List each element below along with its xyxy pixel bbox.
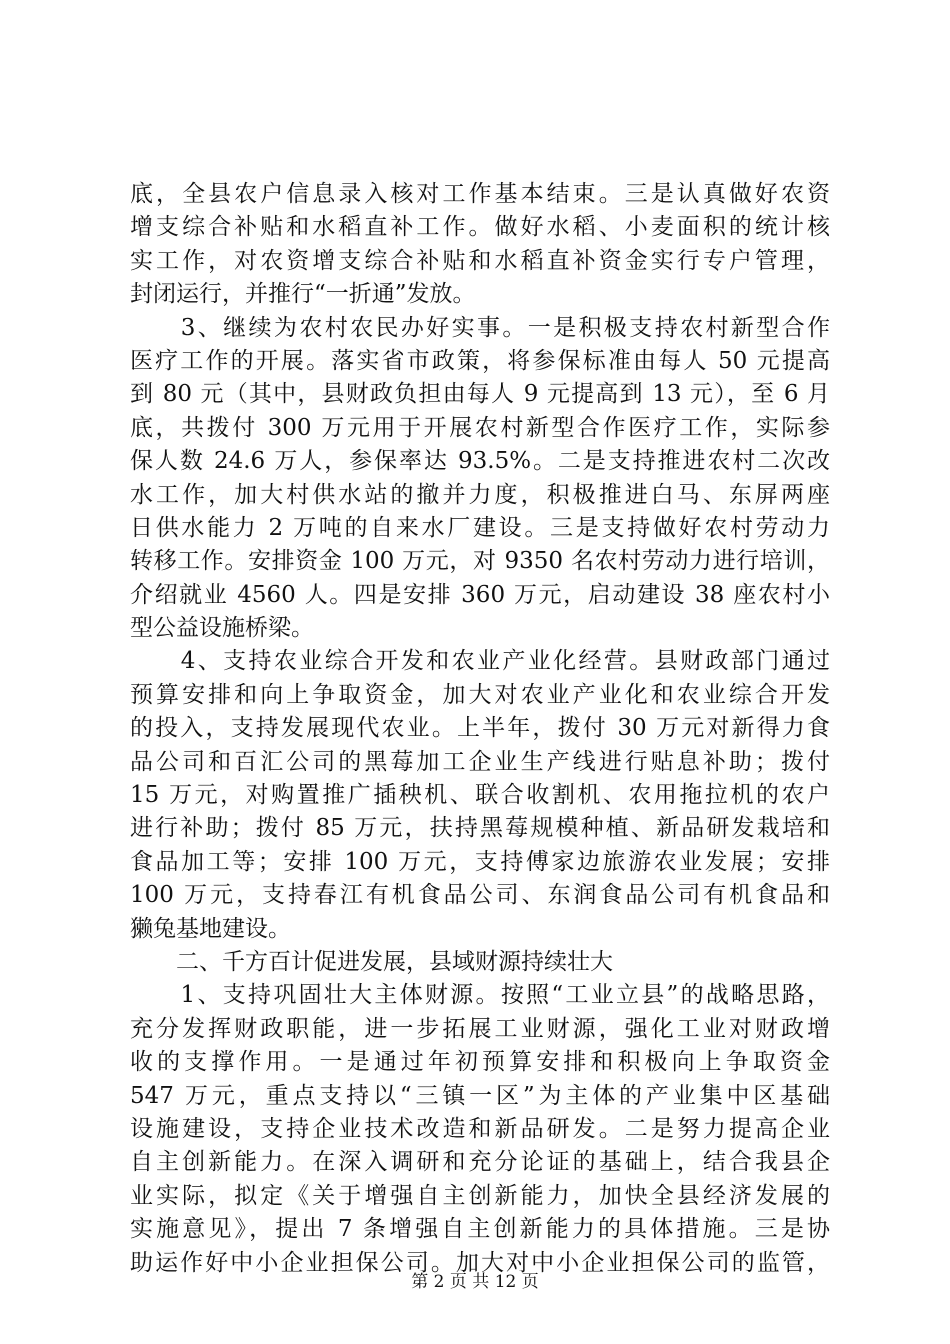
text-line: 介绍就业 4560 人。四是安排 360 万元，启动建设 38 座农村小	[130, 581, 830, 608]
text-line: 品公司和百汇公司的黑莓加工企业生产线进行贴息补助；拨付	[130, 748, 830, 775]
text-line: 547 万元，重点支持以“三镇一区”为主体的产业集中区基础	[130, 1082, 830, 1109]
text-line: 食品加工等；安排 100 万元，支持傅家边旅游农业发展；安排	[130, 848, 830, 875]
text-line: 1、支持巩固壮大主体财源。按照“工业立县”的战略思路，	[130, 982, 830, 1009]
text-line: 4、支持农业综合开发和农业产业化经营。县财政部门通过	[130, 648, 830, 675]
text-line: 二、千方百计促进发展，县域财源持续壮大	[130, 948, 613, 975]
text-line: 实工作，对农资增支综合补贴和水稻直补资金实行专户管理，	[130, 247, 830, 274]
text-line: 业实际，拟定《关于增强自主创新能力，加快全县经济发展的	[130, 1182, 830, 1209]
text-line: 獭兔基地建设。	[130, 915, 291, 942]
text-line: 设施建设，支持企业技术改造和新品研发。二是努力提高企业	[130, 1115, 830, 1142]
text-line: 100 万元，支持春江有机食品公司、东润食品公司有机食品和	[130, 882, 830, 909]
text-line: 日供水能力 2 万吨的自来水厂建设。三是支持做好农村劳动力	[130, 514, 830, 541]
text-line: 实施意见》，提出 7 条增强自主创新能力的具体措施。三是协	[130, 1216, 830, 1243]
text-line: 的投入，支持发展现代农业。上半年，拨付 30 万元对新得力食	[130, 715, 830, 742]
text-line: 型公益设施桥梁。	[130, 615, 314, 642]
document-body	[130, 178, 830, 1280]
text-line: 底，共拨付 300 万元用于开展农村新型合作医疗工作，实际参	[130, 414, 830, 441]
text-line: 预算安排和向上争取资金，加大对农业产业化和农业综合开发	[130, 681, 830, 708]
text-line: 收的支撑作用。一是通过年初预算安排和积极向上争取资金	[130, 1049, 830, 1076]
text-line: 封闭运行，并推行“一折通”发放。	[130, 281, 476, 308]
text-line: 保人数 24.6 万人，参保率达 93.5%。二是支持推进农村二次改	[130, 448, 830, 475]
page-footer: 第 2 页 共 12 页	[411, 1272, 539, 1292]
text-line: 自主创新能力。在深入调研和充分论证的基础上，结合我县企	[130, 1149, 830, 1176]
text-line: 助运作好中小企业担保公司。加大对中小企业担保公司的监管，	[130, 1249, 830, 1276]
text-line: 进行补助；拨付 85 万元，扶持黑莓规模种植、新品研发栽培和	[130, 815, 830, 842]
text-line: 水工作，加大村供水站的撤并力度，积极推进白马、东屏两座	[130, 481, 830, 508]
text-line: 增支综合补贴和水稻直补工作。做好水稻、小麦面积的统计核	[130, 214, 830, 241]
text-line: 转移工作。安排资金 100 万元，对 9350 名农村劳动力进行培训，	[130, 548, 830, 575]
text-line: 医疗工作的开展。落实省市政策，将参保标准由每人 50 元提高	[130, 347, 830, 374]
text-line: 15 万元，对购置推广插秧机、联合收割机、农用拖拉机的农户	[130, 782, 830, 809]
text-line: 到 80 元（其中，县财政负担由每人 9 元提高到 13 元），至 6 月	[130, 381, 830, 408]
text-line: 底，全县农户信息录入核对工作基本结束。三是认真做好农资	[130, 181, 830, 207]
text-line: 充分发挥财政职能，进一步拓展工业财源，强化工业对财政增	[130, 1015, 830, 1042]
text-line: 3、继续为农村农民办好实事。一是积极支持农村新型合作	[130, 314, 830, 341]
